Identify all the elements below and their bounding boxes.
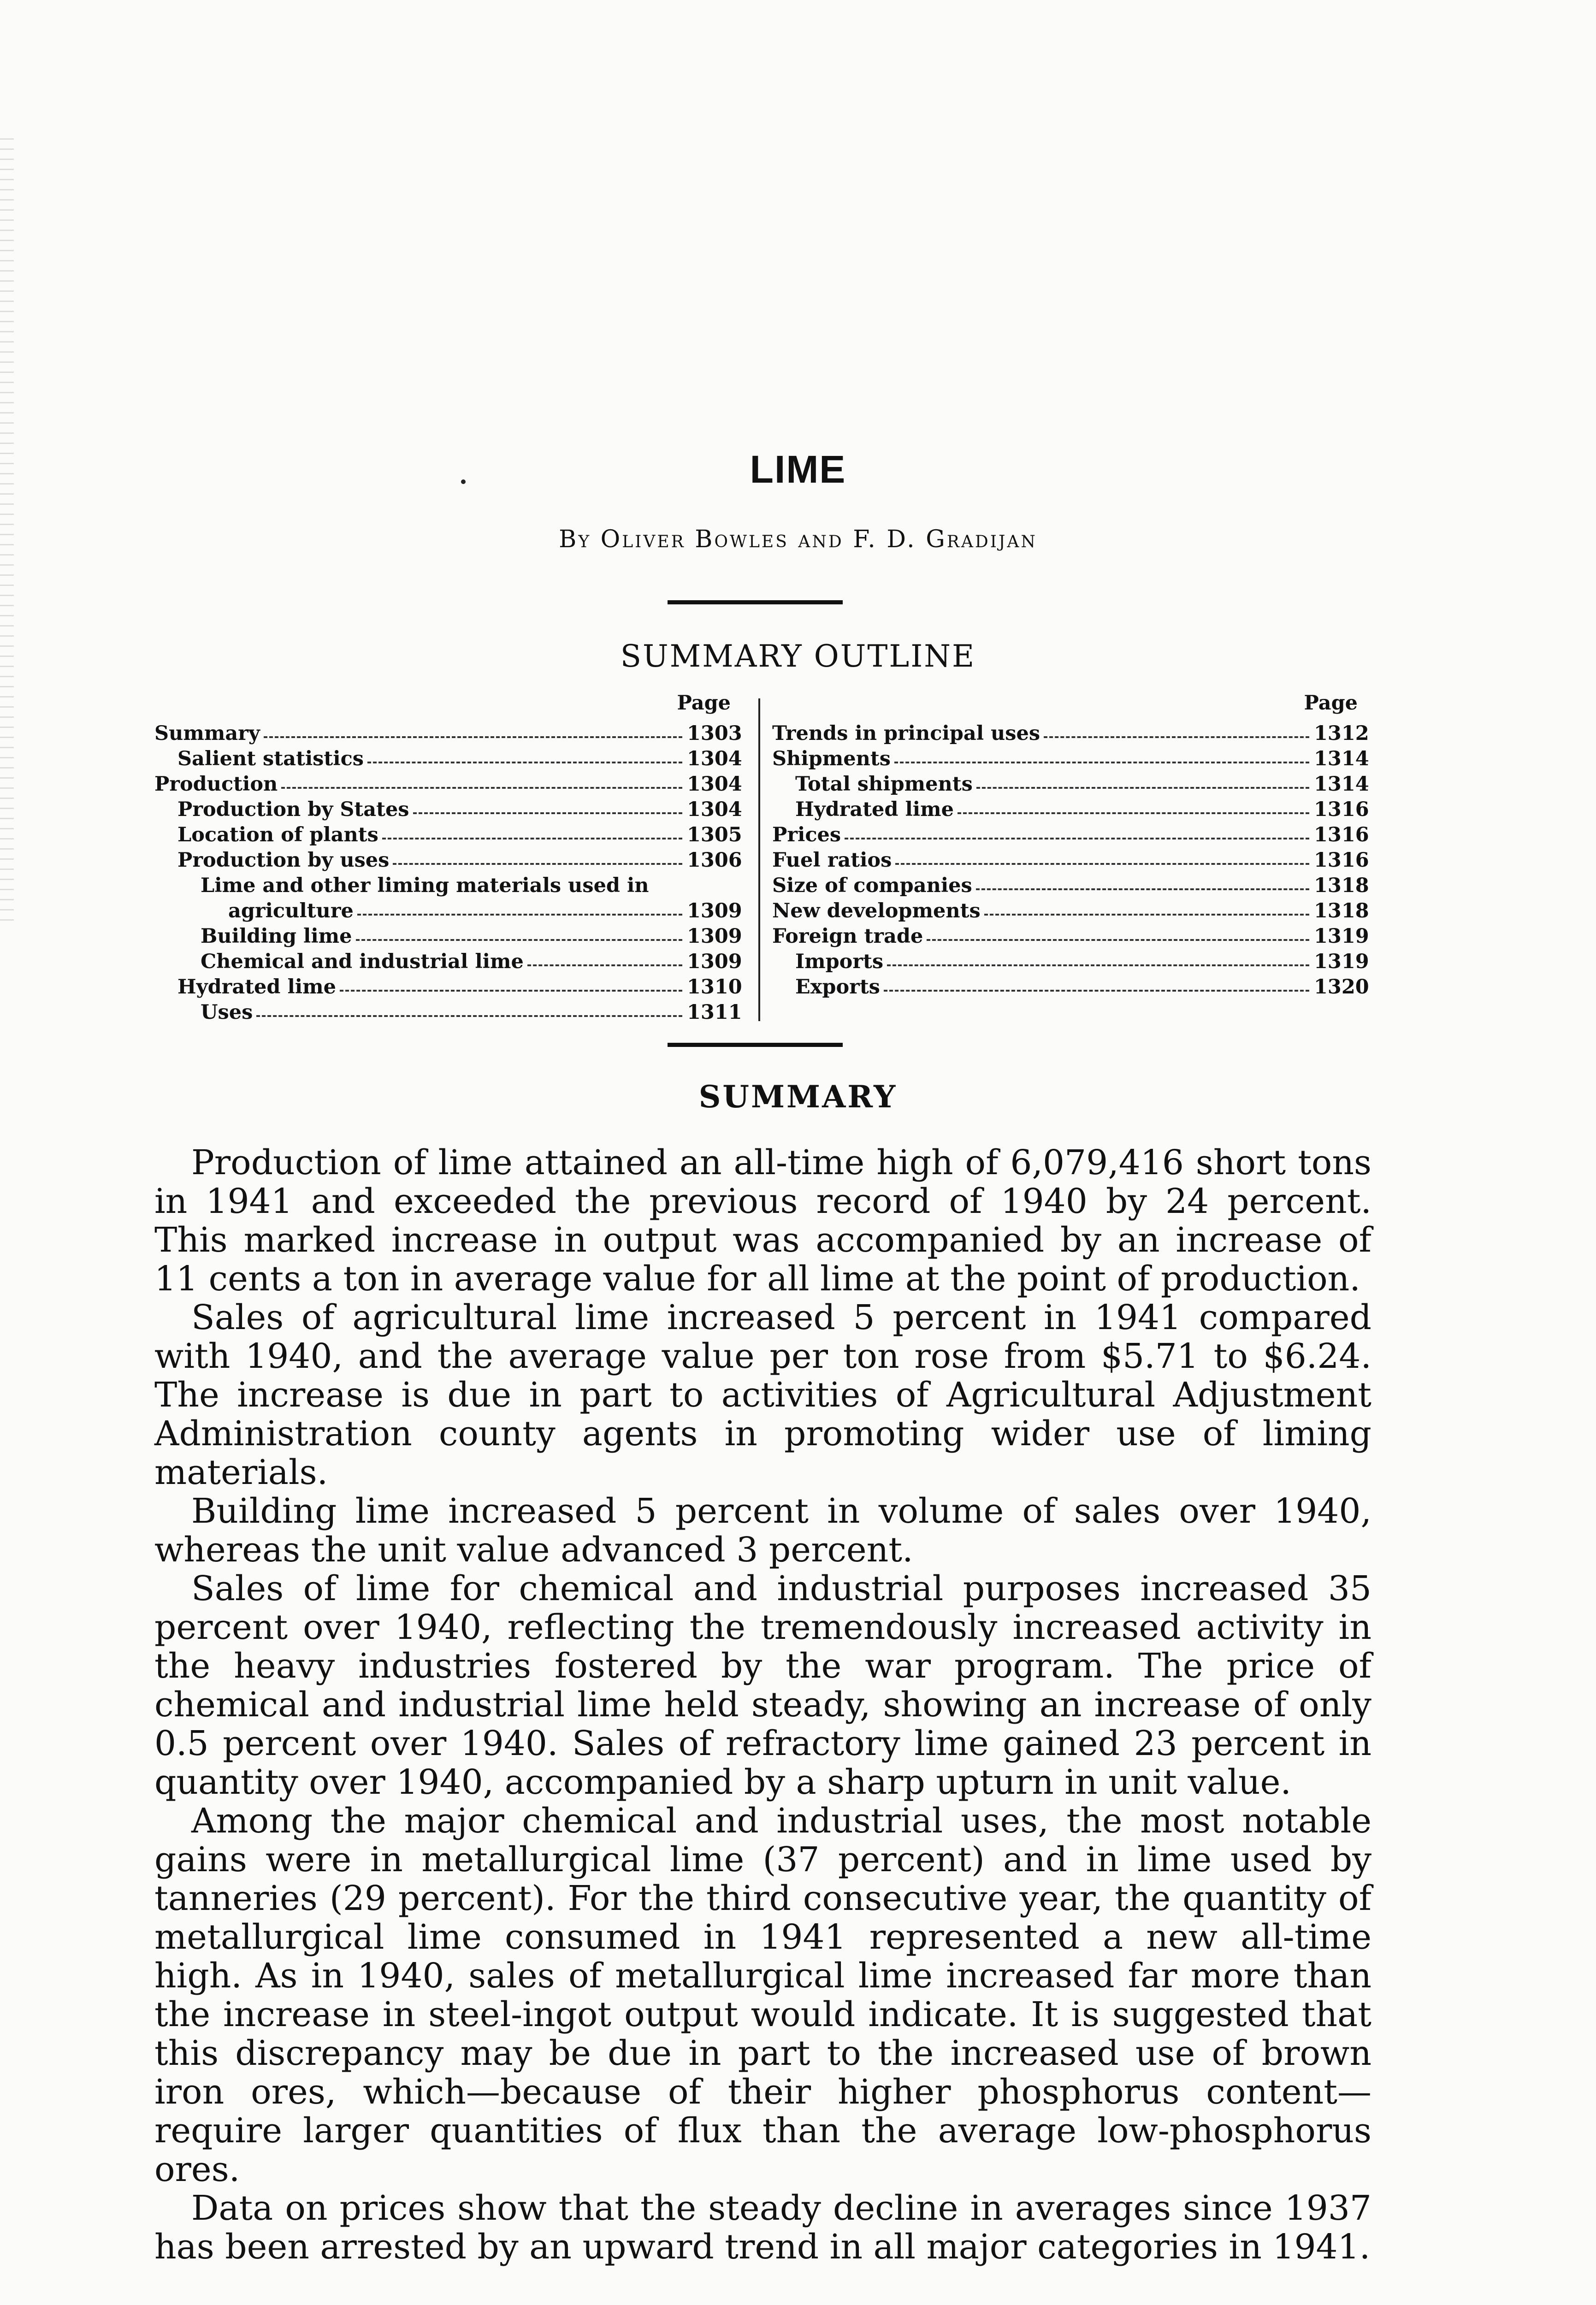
outline-entry — [154, 821, 742, 846]
outline-entry — [772, 821, 1369, 846]
outline-entry-page: 1312 — [1314, 722, 1369, 745]
page-title: LIME — [750, 448, 846, 491]
outline-entry — [154, 998, 742, 1024]
outline-entry-label: Production by uses — [177, 849, 390, 872]
outline-left-column — [154, 692, 742, 1024]
leader-dots — [340, 990, 682, 992]
outline-entry-page: 1316 — [1314, 849, 1369, 872]
outline-entry-label: Foreign trade — [772, 925, 923, 948]
outline-entry-page: 1305 — [687, 823, 742, 846]
outline-entry — [772, 871, 1369, 897]
outline-entry — [154, 846, 742, 872]
outline-entry — [154, 770, 742, 796]
outline-entry — [154, 871, 731, 897]
summary-heading: SUMMARY — [698, 1079, 898, 1115]
outline-entry-label: Salient statistics — [177, 747, 364, 770]
summary-paragraph: Data on prices show that the steady decline in averages since 1937 has been arrested by an upward trend in all major categories in 1941. — [154, 2188, 1371, 2267]
summary-paragraph: Production of lime attained an all-time high of 6,079,416 short tons in 1941 and exceeded the previous record of 1940 by 24 percent. This marked increase in output was accompanied by an increase of 11 cents a ton in average value for all lime at the point of production. — [154, 1143, 1371, 1299]
leader-dots — [382, 838, 682, 839]
outline-entry-label: Exports — [795, 975, 880, 999]
outline-entry — [772, 719, 1369, 745]
leader-dots — [393, 863, 682, 865]
outline-right-column — [772, 692, 1369, 999]
summary-paragraph: Building lime increased 5 percent in volume of sales over 1940, whereas the unit value advanced 3 percent. — [154, 1491, 1371, 1570]
summary-rule — [668, 1043, 843, 1047]
outline-entry-page: 1303 — [687, 722, 742, 745]
outline-entry-label: Imports — [795, 950, 884, 973]
leader-dots — [1044, 736, 1309, 738]
summary-paragraph: Among the major chemical and industrial uses, the most notable gains were in metallurgical lime (37 percent) and in lime used by tanneries (29 percent). For the third consecutive year, the quantity of metallurgical lime consumed in 1941 represented a new all-time high. As in 1940, sales of metallurgical lime increased far more than the increase in steel-ingot output would indicate. It is suggested that this discrepancy may be due in part to the increased use of brown iron ores, which—because of their higher phosphorus content—require larger quantities of flux than the average low-phosphorus ores. — [154, 1801, 1371, 2189]
outline-entry — [154, 922, 742, 948]
outline-entry-page: 1310 — [687, 975, 742, 999]
leader-dots — [281, 787, 682, 789]
leader-dots — [264, 736, 682, 738]
outline-entry — [154, 973, 742, 999]
outline-entry-label: Hydrated lime — [795, 798, 954, 821]
outline-entry-label: Size of companies — [772, 874, 972, 897]
outline-entry — [772, 897, 1369, 922]
outline-entry — [772, 846, 1369, 872]
leader-dots — [894, 762, 1309, 763]
outline-entry-label: New developments — [772, 899, 981, 922]
outline-entry-label: Shipments — [772, 747, 891, 770]
outline-entry-label: Total shipments — [795, 773, 973, 796]
outline-entry-page: 1306 — [687, 849, 742, 872]
byline: By Oliver Bowles and F. D. Gradijan — [559, 526, 1037, 553]
leader-dots — [256, 1015, 682, 1017]
outline-entry-page: 1318 — [1314, 899, 1369, 922]
outline-entry — [772, 922, 1369, 948]
leader-dots — [367, 762, 682, 763]
outline-entry — [154, 947, 742, 973]
leader-dots — [887, 964, 1309, 966]
outline-entry-page: 1309 — [687, 925, 742, 948]
summary-body — [154, 1143, 1371, 2266]
page-column-label: Page — [677, 692, 731, 715]
outline-entry-page: 1309 — [687, 899, 742, 922]
outline-entry-page: 1311 — [687, 1001, 742, 1024]
outline-heading: SUMMARY OUTLINE — [620, 638, 976, 674]
summary-paragraph: Sales of agricultural lime increased 5 percent in 1941 compared with 1940, and the average value per ton rose from $5.71 to $6.24. The increase is due in part to activities of Agricultural Adjustment Administration county agents in promoting wider use of liming materials. — [154, 1298, 1371, 1492]
summary-paragraph: Sales of lime for chemical and industrial purposes increased 35 percent over 1940, reflecting the tremendously increased activity in the heavy industries fostered by the war program. The price of chemical and industrial lime held steady, showing an increase of only 0.5 percent over 1940. Sales of refractory lime gained 23 percent in quantity over 1940, accompanied by a sharp upturn in unit value. — [154, 1569, 1371, 1802]
outline-entry — [154, 745, 742, 770]
outline-entry-label: Uses — [201, 1001, 253, 1024]
leader-dots — [984, 914, 1309, 916]
outline-entry-page: 1319 — [1314, 925, 1369, 948]
outline-entry-page: 1304 — [687, 773, 742, 796]
leader-dots — [413, 812, 682, 814]
outline-entry-page: 1319 — [1314, 950, 1369, 973]
outline-entry — [772, 795, 1369, 821]
outline-entry-label: Building lime — [201, 925, 352, 948]
leader-dots — [357, 914, 682, 916]
outline-entry-label: Fuel ratios — [772, 849, 892, 872]
leader-dots — [927, 939, 1309, 941]
outline-entry-label: Location of plants — [177, 823, 378, 846]
outline-entry-label: Chemical and industrial lime — [201, 950, 524, 973]
outline-entry-label: agriculture — [228, 899, 354, 922]
outline-entry-page: 1304 — [687, 798, 742, 821]
outline-entry-label: Production by States — [177, 798, 409, 821]
outline-entry-label: Trends in principal uses — [772, 722, 1040, 745]
outline-entry-label: Lime and other liming materials used in — [201, 874, 649, 897]
outline-entry — [772, 947, 1369, 973]
leader-dots — [958, 812, 1309, 814]
outline-entry-page: 1318 — [1314, 874, 1369, 897]
leader-dots — [976, 888, 1309, 890]
outline-entry-page: 1316 — [1314, 798, 1369, 821]
title-rule — [668, 600, 843, 604]
leader-dots — [527, 964, 682, 966]
outline-column-divider — [758, 698, 760, 1021]
outline-entry-page: 1304 — [687, 747, 742, 770]
outline-entry-page: 1314 — [1314, 773, 1369, 796]
outline-entry-page: 1320 — [1314, 975, 1369, 999]
outline-entry — [772, 770, 1369, 796]
leader-dots — [845, 838, 1309, 839]
outline-entry-page: 1309 — [687, 950, 742, 973]
leader-dots — [884, 990, 1309, 992]
leader-dots — [356, 939, 682, 941]
outline-entry-label: Summary — [154, 722, 260, 745]
outline-entry — [154, 719, 742, 745]
outline-entry — [154, 897, 742, 922]
outline-entry-page: 1314 — [1314, 747, 1369, 770]
page-column-label: Page — [1304, 692, 1358, 715]
outline-entry-label: Hydrated lime — [177, 975, 336, 999]
outline-entry-label: Prices — [772, 823, 841, 846]
outline-entry — [772, 745, 1369, 770]
outline-entry — [154, 795, 742, 821]
leader-dots — [895, 863, 1309, 865]
outline-entry-page: 1316 — [1314, 823, 1369, 846]
leader-dots — [976, 787, 1309, 789]
outline-entry-label: Production — [154, 773, 278, 796]
outline-entry — [772, 973, 1369, 999]
